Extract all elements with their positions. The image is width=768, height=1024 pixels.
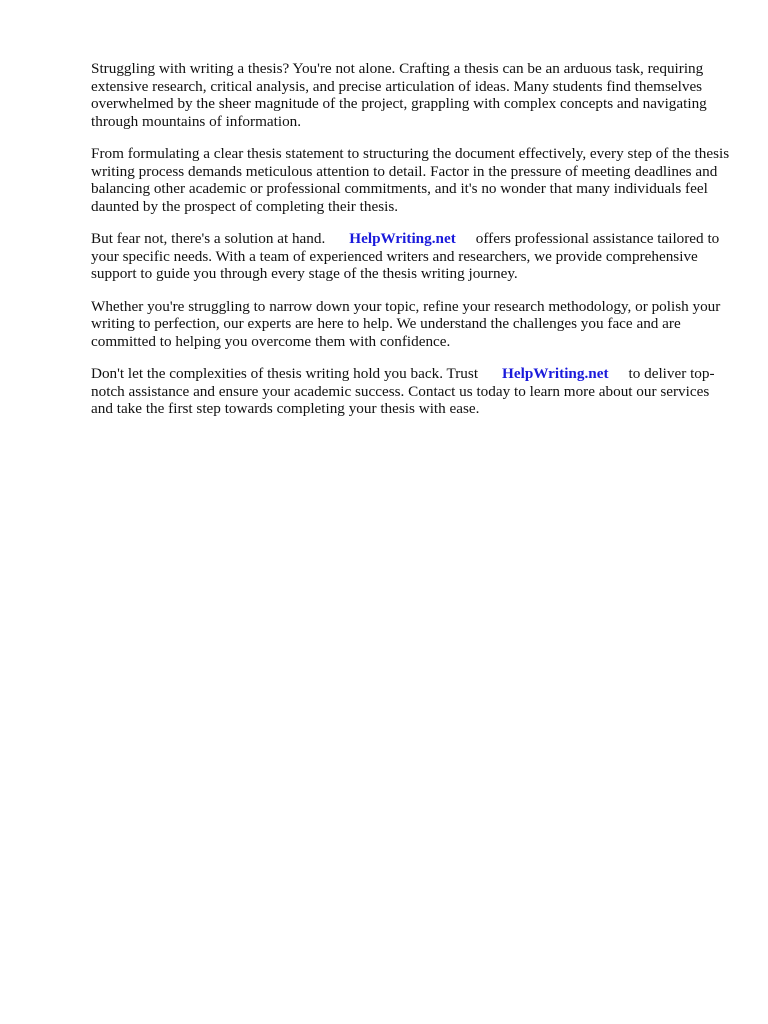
paragraph-experts: Whether you're struggling to narrow down your topic, refine your research methodology, or polish your writing to perfection, our experts are here to help. We understand the challenges you face and are committed to helping you overcome them with confidence. — [91, 297, 721, 350]
paragraph-process: From formulating a clear thesis statement to structuring the document effectively, every step of the thesis writing process demands meticulous attention to detail. Factor in the pressure of meeting deadlines and balancing other academic or professional commitments, and it's no wonder that many individuals feel daunted by the prospect of completing their thesis. — [91, 145, 730, 215]
helpwriting-link[interactable]: HelpWriting.net — [349, 230, 456, 247]
paragraph-solution — [91, 230, 731, 283]
helpwriting-link-cta[interactable]: HelpWriting.net — [502, 365, 609, 382]
paragraph-cta — [91, 365, 731, 418]
document-body — [91, 60, 731, 433]
paragraph-cta-lead: Don't let the complexities of thesis writing hold you back. Trust — [91, 365, 479, 382]
paragraph-solution-rest: offers professional assistance tailored to your specific needs. With a team of experienced writers and researchers, we provide comprehensive support to guide you through every stage of the thesis writing journey. — [91, 230, 720, 282]
paragraph-cta-rest: to deliver top-notch assistance and ensure your academic success. Contact us today to learn more about our services and take the first step towards completing your thesis with ease. — [91, 365, 715, 417]
paragraph-intro: Struggling with writing a thesis? You're not alone. Crafting a thesis can be an arduous task, requiring extensive research, critical analysis, and precise articulation of ideas. Many students find themselves overwhelmed by the sheer magnitude of the project, grappling with complex concepts and navigating through mountains of information. — [91, 60, 707, 130]
paragraph-solution-lead: But fear not, there's a solution at hand. — [91, 230, 326, 247]
